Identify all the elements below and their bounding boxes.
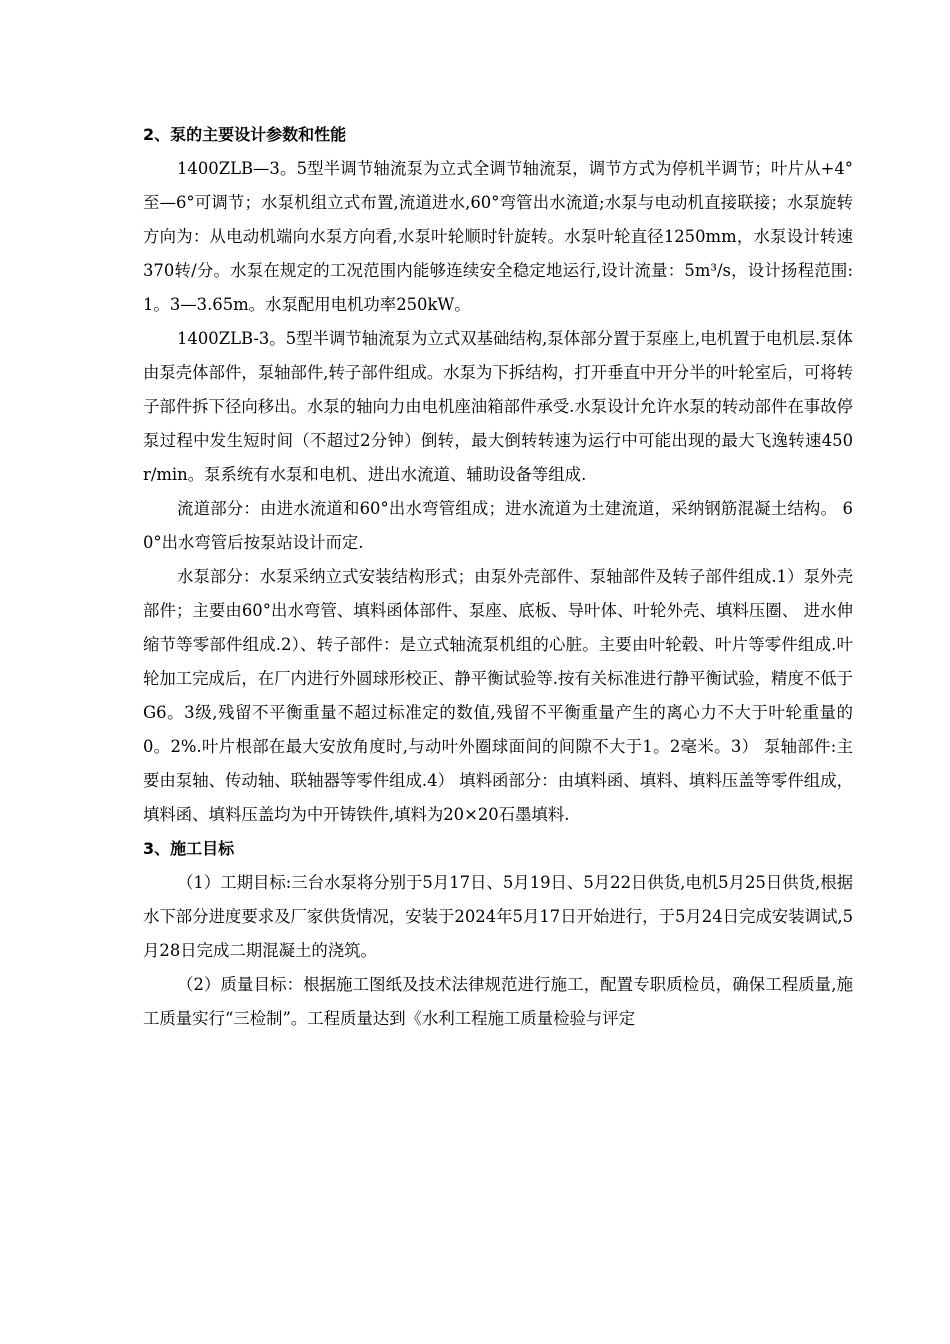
paragraph-pump-overview: 1400ZLB—3。5型半调节轴流泵为立式全调节轴流泵，调节方式为停机半调节；叶片从+4°至—6°可调节；水泵机组立式布置,流道进水,60°弯管出水流道;水泵与电动机直接联接；水泵旋转方向为：从电动机端向水泵方向看,水泵叶轮顺时针旋转。水泵叶轮直径1250mm，水泵设计转速370转/分。水泵在规定的工况范围内能够连续安全稳定地运行,设计流量：5m³/s，设计扬程范围:1。3—3.65m。水泵配用电机功率250kW。 <box>143 159 853 314</box>
paragraph-pump-structure: 1400ZLB-3。5型半调节轴流泵为立式双基础结构,泵体部分置于泵座上,电机置于电机层.泵体由泵壳体部件，泵轴部件,转子部件组成。水泵为下拆结构，打开垂直中开分半的叶轮室后，可将转子部件拆下径向移出。水泵的轴向力由电机座油箱部件承受.水泵设计允许水泵的转动部件在事故停泵过程中发生短时间（不超过2分钟）倒转，最大倒转转速为运行中可能出现的最大飞逸转速450r/min。泵系统有水泵和电机、进出水流道、辅助设备等组成. <box>143 329 854 484</box>
paragraph-quality-goal: （2）质量目标：根据施工图纸及技术法律规范进行施工，配置专职质检员，确保工程质量,施工质量实行“三检制”。工程质量达到《水利工程施工质量检验与评定 <box>143 975 853 1028</box>
paragraph-schedule-goal: （1）工期目标:三台水泵将分别于5月17日、5月19日、5月22日供货,电机5月25日供货,根据水下部分进度要求及厂家供货情况，安装于2024年5月17日开始进行，于5月24日完成安装调试,5月28日完成二期混凝土的浇筑。 <box>143 873 854 960</box>
section-heading-design-params: 2、泵的主要设计参数和性能 <box>143 125 347 144</box>
paragraph-flow-channel: 流道部分：由进水流道和60°出水弯管组成；进水流道为土建流道，采纳钢筋混凝土结构。 60°出水弯管后按泵站设计而定. <box>143 499 853 552</box>
paragraph-pump-parts: 水泵部分：水泵采纳立式安装结构形式；由泵外壳部件、泵轴部件及转子部件组成.1）泵外壳部件；主要由60°出水弯管、填料函体部件、泵座、底板、导叶体、叶轮外壳、填料压圈、 进水伸缩节等零部件组成.2）、转子部件：是立式轴流泵机组的心脏。主要由叶轮毂、叶片等零件组成.叶轮加工完成后，在厂内进行外圆球形校正、静平衡试验等.按有关标准进行静平衡试验，精度不低于G6。3级,残留不平衡重量不超过标准定的数值,残留不平衡重量产生的离心力不大于叶轮重量的0。2%.叶片根部在最大安放角度时,与动叶外圈球面间的间隙不大于1。2毫米。3） 泵轴部件:主要由泵轴、传动轴、联轴器等零件组成.4） 填料函部分：由填料函、填料、填料压盖等零件组成，填料函、填料压盖均为中开铸铁件,填料为20×20石墨填料. <box>143 567 854 824</box>
document-body <box>143 118 853 1036</box>
section-heading-construction-goals: 3、施工目标 <box>143 839 235 858</box>
